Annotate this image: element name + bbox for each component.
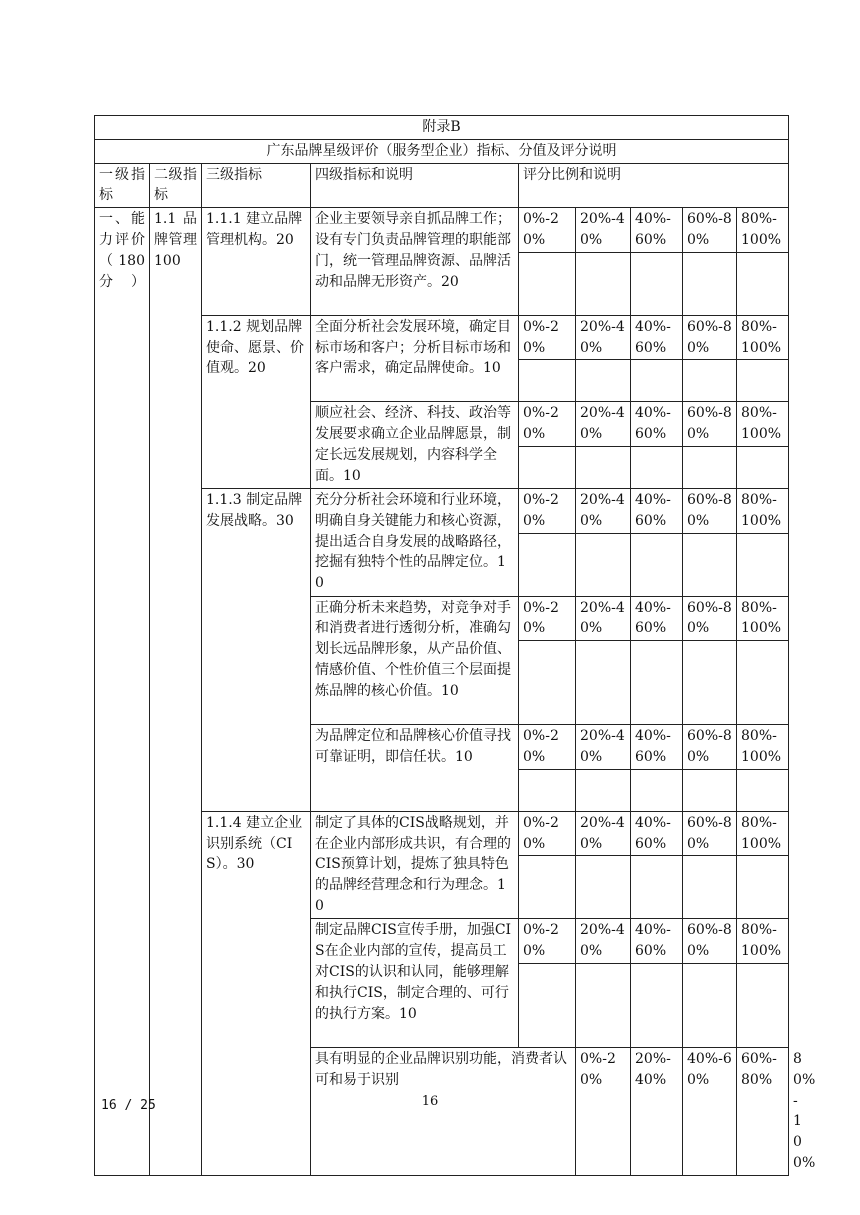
score-cell[interactable] bbox=[737, 963, 789, 1047]
header-level1: 一级指标 bbox=[95, 163, 150, 208]
score-cell[interactable] bbox=[683, 446, 737, 488]
score-range: 0%-20% bbox=[519, 488, 576, 533]
score-cell[interactable] bbox=[519, 252, 576, 315]
score-cell[interactable] bbox=[683, 533, 737, 596]
score-cell[interactable] bbox=[683, 360, 737, 402]
score-range: 20%-40% bbox=[631, 1047, 683, 1175]
score-range: 20%-40% bbox=[576, 488, 631, 533]
score-range: 40%-60% bbox=[631, 596, 683, 641]
score-cell[interactable] bbox=[683, 769, 737, 811]
appendix-table: 附录B 广东品牌星级评价（服务型企业）指标、分值及评分说明 一级指标 二级指标 三级指标 四级指标和说明 评分比例和说明 一、能力评价（180分） 1.1品牌管理100 1.1.1 建立品牌管理机构。20 企业主要领导亲自抓品牌工作；设有专门负责品牌管理的职能部门，统一管理品牌资源、品牌活动和品牌无形资产。20 0%-20% 20%-40% 40%-60% 60%-80% 80%-100% 1.1.2 规划品牌使命、愿景、价值观。20 全面分析社会发展环境，确定目标市场和客户；分析目标市场和客户需求，确定品牌使命。10 0%-20% 20%-40% 40%-60% 60%-80% 80%-100% 顺应社会、经济、科技、政治等发展要求确立企业品牌愿景，制定长远发展规划，内容科学全面。10 0%-20% 20%-40% 40%-60% 60%-80% 80%-100% 1.1.3 制定品牌发展战略。30 充分分析社会环境和行业环境，明确自身关键能力和核心资源，提出适合自身发展的战略路径，挖掘有独特个性的品牌定位。10 0%-20% 20%-40% 40%-60% 60%-80% 80%-100% 正确分析未来趋势，对竞争对手和消费者进行透彻分析，准确勾划长远品牌形象，从产品价值、情感价值、个性价值三个层面提炼品牌的核心价值。10 0%-20% 20%-40% 40%-60% 60%-80% 80%-100% 为品牌定位和品牌核心价值寻找可靠证明，即信任状。10 0%-20% 20%-40% 40%-60% 60%-80% 80%-100% 1.1.4 建立企业识别系统（CIS）。30 制定了具体的CIS战略规划，并在企业内部形成共识，有合理的CIS预算计划，提炼了独具特色的品牌经营理念和行为理念。10 0%-20% 20%-40% 40%-60% 60%-80% 80%-100% 制定品牌CIS宣传手册，加强CIS在企业内部的宣传，提高员工对CIS的认识和认同，能够理解和执行CIS，制定合理的、可行的执行方案。10 0%-20% 20%-40% 40%-60% 60%-80% 80%-100% 具有明显的企业品牌识别功能，消费者认可和易于识别 0%-20% 20%-40% 40%-60% 60%-80% 80%-100% bbox=[94, 115, 789, 1176]
score-cell[interactable] bbox=[519, 963, 576, 1047]
score-cell[interactable] bbox=[576, 641, 631, 725]
level3-cell: 1.1.4 建立企业识别系统（CIS）。30 bbox=[202, 811, 311, 1175]
score-range: 0%-20% bbox=[519, 402, 576, 447]
header-level4: 四级指标和说明 bbox=[311, 163, 519, 208]
score-cell[interactable] bbox=[631, 360, 683, 402]
score-range: 20%-40% bbox=[576, 208, 631, 253]
score-range: 80%-100% bbox=[737, 919, 789, 964]
score-range: 40%-60% bbox=[631, 488, 683, 533]
score-cell[interactable] bbox=[519, 360, 576, 402]
score-range: 80%-100% bbox=[737, 315, 789, 360]
score-cell[interactable] bbox=[737, 446, 789, 488]
level4-cell: 正确分析未来趋势，对竞争对手和消费者进行透彻分析，准确勾划长远品牌形象，从产品价值、情感价值、个性价值三个层面提炼品牌的核心价值。10 bbox=[311, 596, 519, 725]
score-cell[interactable] bbox=[737, 641, 789, 725]
score-cell[interactable] bbox=[631, 446, 683, 488]
level4-cell: 顺应社会、经济、科技、政治等发展要求确立企业品牌愿景，制定长远发展规划，内容科学全面。10 bbox=[311, 402, 519, 489]
level3-cell: 1.1.1 建立品牌管理机构。20 bbox=[202, 208, 311, 316]
score-range: 60%-80% bbox=[683, 402, 737, 447]
score-range: 40%-60% bbox=[683, 1047, 737, 1175]
page-counter: 16 / 25 bbox=[101, 1098, 156, 1113]
level4-cell: 全面分析社会发展环境，确定目标市场和客户；分析目标市场和客户需求，确定品牌使命。10 bbox=[311, 315, 519, 402]
score-cell[interactable] bbox=[737, 533, 789, 596]
score-range: 80%-100% bbox=[737, 811, 789, 856]
score-cell[interactable] bbox=[631, 252, 683, 315]
score-range: 60%-80% bbox=[737, 1047, 789, 1175]
score-range: 60%-80% bbox=[683, 315, 737, 360]
score-range: 0%-20% bbox=[519, 315, 576, 360]
score-range: 60%-80% bbox=[683, 488, 737, 533]
score-range: 0%-20% bbox=[519, 919, 576, 964]
score-cell[interactable] bbox=[576, 446, 631, 488]
score-range: 60%-80% bbox=[683, 919, 737, 964]
score-cell[interactable] bbox=[519, 446, 576, 488]
score-cell[interactable] bbox=[576, 769, 631, 811]
score-cell[interactable] bbox=[576, 856, 631, 919]
score-range: 80%-100% bbox=[737, 208, 789, 253]
score-cell[interactable] bbox=[683, 641, 737, 725]
score-range: 40%-60% bbox=[631, 315, 683, 360]
score-cell[interactable] bbox=[631, 856, 683, 919]
score-cell[interactable] bbox=[576, 963, 631, 1047]
score-range: 0%-20% bbox=[519, 208, 576, 253]
appendix-title: 附录B bbox=[95, 116, 789, 140]
score-range: 40%-60% bbox=[631, 725, 683, 770]
level3-cell: 1.1.2 规划品牌使命、愿景、价值观。20 bbox=[202, 315, 311, 488]
score-cell[interactable] bbox=[576, 252, 631, 315]
score-cell[interactable] bbox=[631, 769, 683, 811]
score-cell[interactable] bbox=[519, 856, 576, 919]
score-cell[interactable] bbox=[519, 533, 576, 596]
score-range: 0%-20% bbox=[519, 596, 576, 641]
score-range: 40%-60% bbox=[631, 811, 683, 856]
score-cell[interactable] bbox=[631, 533, 683, 596]
score-range: 80%-100% bbox=[737, 596, 789, 641]
score-range: 60%-80% bbox=[683, 725, 737, 770]
page-number: 16 bbox=[421, 1094, 439, 1109]
score-cell[interactable] bbox=[683, 856, 737, 919]
score-range: 20%-40% bbox=[576, 725, 631, 770]
score-cell[interactable] bbox=[737, 769, 789, 811]
header-level3: 三级指标 bbox=[202, 163, 311, 208]
score-cell[interactable] bbox=[576, 360, 631, 402]
score-cell[interactable] bbox=[737, 856, 789, 919]
score-range: 20%-40% bbox=[576, 811, 631, 856]
level4-cell: 制定了具体的CIS战略规划，并在企业内部形成共识，有合理的CIS预算计划，提炼了独具特色的品牌经营理念和行为理念。10 bbox=[311, 811, 519, 919]
level4-cell: 充分分析社会环境和行业环境，明确自身关键能力和核心资源，提出适合自身发展的战略路径，挖掘有独特个性的品牌定位。10 bbox=[311, 488, 519, 596]
header-level2: 二级指标 bbox=[150, 163, 202, 208]
score-range: 0%-20% bbox=[576, 1047, 631, 1175]
score-range: 40%-60% bbox=[631, 402, 683, 447]
table-title: 广东品牌星级评价（服务型企业）指标、分值及评分说明 bbox=[95, 139, 789, 163]
score-range: 0%-20% bbox=[519, 725, 576, 770]
level2-cell: 1.1品牌管理100 bbox=[150, 208, 202, 1176]
level4-cell: 具有明显的企业品牌识别功能，消费者认可和易于识别 bbox=[311, 1047, 576, 1175]
score-range: 80%-100% bbox=[737, 725, 789, 770]
score-range: 20%-40% bbox=[576, 315, 631, 360]
score-cell[interactable] bbox=[631, 963, 683, 1047]
score-range: 60%-80% bbox=[683, 596, 737, 641]
score-range: 40%-60% bbox=[631, 208, 683, 253]
level1-cell: 一、能力评价（180分） bbox=[95, 208, 150, 1176]
score-cell[interactable] bbox=[737, 360, 789, 402]
score-range: 60%-80% bbox=[683, 208, 737, 253]
score-range: 80%-100% bbox=[737, 488, 789, 533]
score-range: 20%-40% bbox=[576, 919, 631, 964]
level4-cell: 为品牌定位和品牌核心价值寻找可靠证明，即信任状。10 bbox=[311, 725, 519, 812]
score-range: 60%-80% bbox=[683, 811, 737, 856]
score-cell[interactable] bbox=[519, 769, 576, 811]
header-score: 评分比例和说明 bbox=[519, 163, 789, 208]
score-range: 20%-40% bbox=[576, 596, 631, 641]
level3-cell: 1.1.3 制定品牌发展战略。30 bbox=[202, 488, 311, 811]
score-range: 0%-20% bbox=[519, 811, 576, 856]
score-cell[interactable] bbox=[737, 252, 789, 315]
score-cell[interactable] bbox=[631, 641, 683, 725]
score-range: 80%-100% bbox=[737, 402, 789, 447]
level4-cell: 制定品牌CIS宣传手册，加强CIS在企业内部的宣传，提高员工对CIS的认识和认同，能够理解和执行CIS，制定合理的、可行的执行方案。10 bbox=[311, 919, 519, 1048]
score-cell[interactable] bbox=[576, 533, 631, 596]
score-cell[interactable] bbox=[683, 252, 737, 315]
score-cell[interactable] bbox=[683, 963, 737, 1047]
level4-cell: 企业主要领导亲自抓品牌工作；设有专门负责品牌管理的职能部门，统一管理品牌资源、品牌活动和品牌无形资产。20 bbox=[311, 208, 519, 316]
score-range: 20%-40% bbox=[576, 402, 631, 447]
score-range: 40%-60% bbox=[631, 919, 683, 964]
score-cell[interactable] bbox=[519, 641, 576, 725]
